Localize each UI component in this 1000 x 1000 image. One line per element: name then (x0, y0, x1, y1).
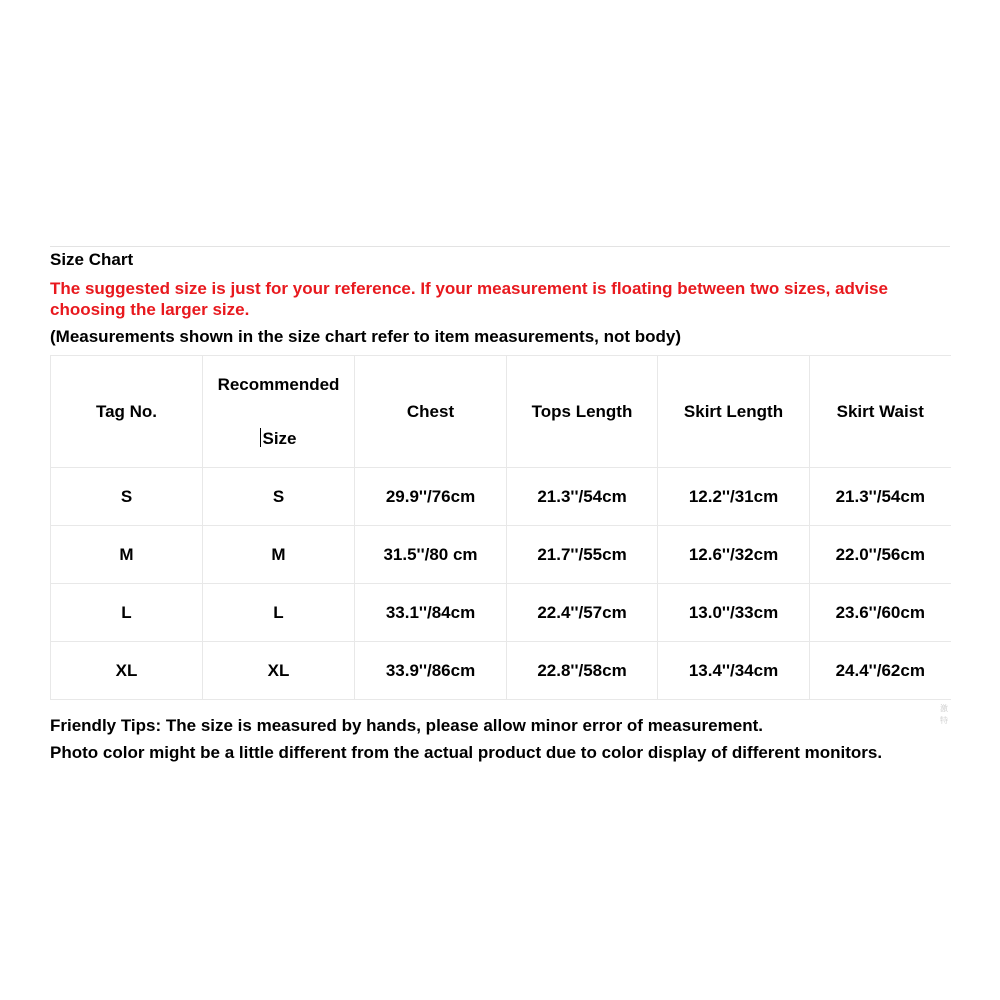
cell-recommended-size: S (203, 468, 355, 526)
table-row (51, 642, 951, 700)
header-skirt-waist: Skirt Waist (810, 356, 951, 468)
size-chart-title: Size Chart (50, 250, 134, 269)
cell-chest: 33.1''/84cm (355, 584, 507, 642)
faint-watermark: 激 特 (940, 704, 948, 725)
cell-chest: 31.5''/80 cm (355, 526, 507, 584)
header-skirt-length: Skirt Length (658, 356, 810, 468)
cell-recommended-size: L (203, 584, 355, 642)
cell-chest: 33.9''/86cm (355, 642, 507, 700)
header-recommended-size (203, 356, 355, 468)
cell-tag-no: XL (51, 642, 203, 700)
cell-skirt-length: 12.6''/32cm (658, 526, 810, 584)
cell-recommended-size: XL (203, 642, 355, 700)
cell-chest: 29.9''/76cm (355, 468, 507, 526)
cell-tops-length: 22.8''/58cm (507, 642, 658, 700)
cell-skirt-length: 13.4''/34cm (658, 642, 810, 700)
tips-line-measurement: Friendly Tips: The size is measured by hands, please allow minor error of measurement. (50, 716, 763, 735)
measurement-note: (Measurements shown in the size chart refer to item measurements, not body) (50, 327, 682, 346)
cell-tops-length: 22.4''/57cm (507, 584, 658, 642)
cell-tops-length: 21.3''/54cm (507, 468, 658, 526)
size-chart-document (50, 246, 950, 766)
cell-skirt-length: 13.0''/33cm (658, 584, 810, 642)
cell-skirt-waist: 24.4''/62cm (810, 642, 951, 700)
header-recommended-line1: Recommended (217, 375, 340, 394)
header-tag-no: Tag No. (51, 356, 203, 468)
table-row (51, 584, 951, 642)
header-recommended-line2: Size (262, 429, 297, 448)
size-table (50, 355, 951, 700)
cell-skirt-waist: 21.3''/54cm (810, 468, 951, 526)
cell-recommended-size: M (203, 526, 355, 584)
header-chest: Chest (355, 356, 507, 468)
cell-skirt-waist: 22.0''/56cm (810, 526, 951, 584)
friendly-tips (50, 712, 950, 766)
cell-tag-no: M (51, 526, 203, 584)
table-header-row (51, 356, 951, 468)
cell-tag-no: L (51, 584, 203, 642)
cell-skirt-waist: 23.6''/60cm (810, 584, 951, 642)
top-divider (50, 246, 950, 247)
cell-skirt-length: 12.2''/31cm (658, 468, 810, 526)
cell-tops-length: 21.7''/55cm (507, 526, 658, 584)
tips-line-photo-color: Photo color might be a little different from the actual product due to color display of different monitors. (50, 743, 883, 762)
table-row (51, 468, 951, 526)
cell-tag-no: S (51, 468, 203, 526)
size-advice-warning: The suggested size is just for your reference. If your measurement is floating between two sizes, advise choosing the larger size. (50, 279, 888, 319)
header-tops-length: Tops Length (507, 356, 658, 468)
table-row (51, 526, 951, 584)
